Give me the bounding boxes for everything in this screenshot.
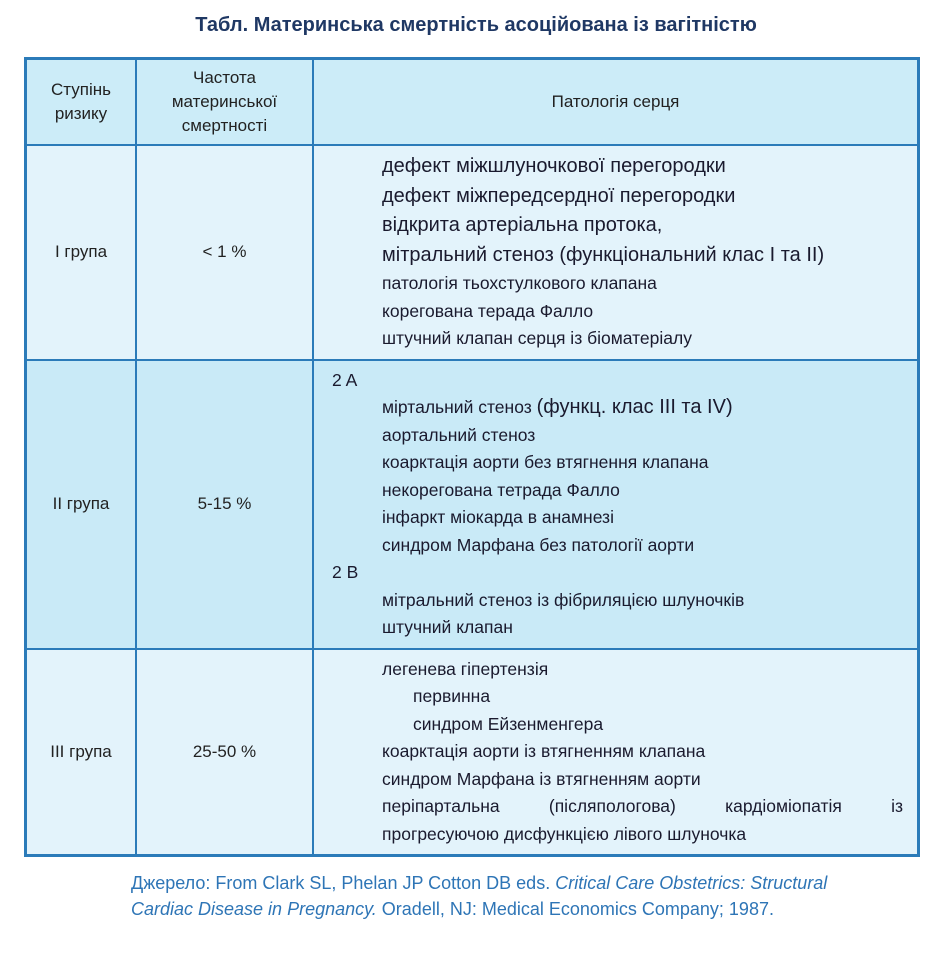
pathology-cell [313,360,919,649]
header-risk-level: Ступінь ризику [26,59,137,146]
pathology-subitem: синдром Ейзенменгера [413,713,604,734]
pathology-subitem: первинна [413,686,491,706]
pathology-item: прогресуючою дисфункцією лівого шлуночка [382,823,747,844]
pathology-item: дефект міжпередсердної перегородки [382,184,736,207]
header-mortality-rate: Частота материнської смертності [136,59,313,146]
group-label: I група [26,145,137,360]
pathology-item: легенева гіпертензія [382,658,549,679]
pathology-item: дефект міжшлуночкової перегородки [382,155,726,177]
pathology-cell [313,145,919,360]
pathology-item: коарктація аорти без втягнення клапана [382,452,709,472]
mortality-rate: 5-15 % [136,360,313,649]
pathology-item: коарктація аорти із втягненням клапана [382,741,706,761]
pathology-item: штучний клапан серця із біоматеріалу [382,328,692,348]
maternal-mortality-table [24,57,920,857]
subgroup-label: 2 B [332,562,359,582]
pathology-item: штучний клапан [382,617,513,637]
table-header-row [26,59,919,146]
table-row-group-2 [26,360,919,649]
pathology-item: патологія тьохстулкового клапана [382,273,657,293]
mortality-rate: < 1 % [136,145,313,360]
subgroup-label: 2 A [332,369,358,390]
table-row-group-1 [26,145,919,360]
pathology-item: інфаркт міокарда в анамнезі [382,507,614,527]
pathology-item: аортальний стеноз [382,424,536,445]
pathology-item: відкрита артеріальна протока, [382,214,663,236]
header-heart-pathology: Патологія серця [313,59,919,146]
pathology-item: синдром Марфана із втягненням аорти [382,768,701,789]
pathology-item: мітральний стеноз (функціональний клас I та II) [382,243,825,266]
group-label: II група [26,360,137,649]
table-row-group-3 [26,649,919,856]
pathology-item: синдром Марфана без патології аорти [382,534,695,555]
pathology-item: мітральний стеноз із фібриляцією шлуночків [382,589,745,610]
table-title: Табл. Материнська смертність асоційована із вагітністю [195,14,757,36]
pathology-item: міртальний стеноз (функц. клас III та IV) [382,396,733,418]
group-label: III група [26,649,137,856]
pathology-item: періпартальна (післяпологова) кардіоміопатія із [382,796,903,816]
mortality-rate: 25-50 % [136,649,313,856]
pathology-cell [313,649,919,856]
pathology-item: корегована терада Фалло [382,300,594,321]
source-citation: Джерело: From Clark SL, Phelan JP Cotton DB eds. Critical Care Obstetrics: Structural Cardiac Disease in Pregnancy. Oradell, NJ: Medical Economics Company; 1987. [131,873,828,919]
pathology-item: некорегована тетрада Фалло [382,479,620,500]
